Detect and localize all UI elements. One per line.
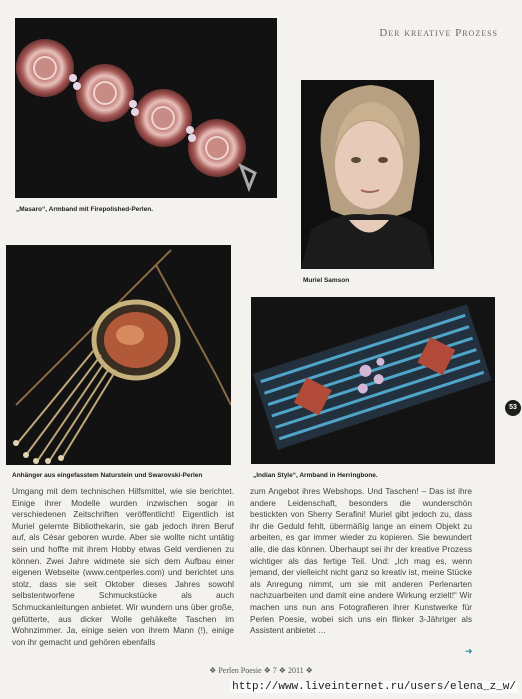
page-number-badge: 53 xyxy=(505,400,521,416)
indian-style-bracelet-photo xyxy=(251,297,495,464)
indian-style-caption: „Indian Style“, Armband in Herringbone. xyxy=(253,472,378,479)
pendant-photo xyxy=(6,245,231,465)
watermark-url: http://www.liveinternet.ru/users/elena_z_w/ xyxy=(232,681,516,693)
muriel-samson-portrait xyxy=(301,80,434,269)
section-header: Der kreative Prozess xyxy=(379,27,498,39)
continue-arrow-icon: ➜ xyxy=(465,646,473,656)
portrait-caption: Muriel Samson xyxy=(303,277,350,284)
body-text-column-2: zum Angebot ihres Webshops. Und Taschen! – Das ist ihre andere Leidenschaft, besonders die wunderschön bestickten von Sherry Serafini! Muriel gibt jedoch zu, dass ihr die Geduld fehlt, übermäßig lange an einem Objekt zu arbeiten, es gar immer wieder zu kopieren. Sie bewundert alle, die das können. Überhaupt sei ihr der kreative Prozess wichtiger als das fertige Teil. Und: „Ich mag es, wenn jemand, der vielleicht nicht ganz so kreativ ist, meine Stücke als Anregung nimmt, um sie mit anderen Perlenarten nachzuarbeiten und damit eine andere Wirkung erzielt!“ Wir machen uns nun ans Fotografieren ihrer Kunstwerke für Perlen Poesie, wobei sich uns ein flinker 3-Jähriger als Assistent anbietet … xyxy=(250,486,472,636)
masaro-bracelet-photo xyxy=(15,18,277,198)
masaro-caption: „Masaro“, Armband mit Firepolished-Perlen. xyxy=(16,206,154,213)
body-text-column-1: Umgang mit dem technischen Hilfsmittel, wie sie berichtet. Einige ihrer Modelle wurden inzwischen sogar in verschiedenen Zeitschriften veröffentlicht! Eigentlich ist Muriel gelernte Bibliothekarin, sie gab jedoch ihren Beruf auf, als César geboren wurde. Aber sie wollte nicht untätig sein und hoffte mit ihrem Hobby etwas Geld verdienen zu können. Zwei Jahre widmete sie sich dem Aufbau einer eigenen Webseite (www.centperles.com) und berichtet uns stolz, dass sie seit Oktober dieses Jahres sowohl selbstentworfene Schmuckstücke als auch Schmuckanleitungen anbietet. Wir wundern uns über große, gefütterte, aus dicker Wolle gehäkelte Taschen im Wohnzimmer. Ja, einige seien von ihrem Mann (!), einige von ihr gemacht und gehören ebenfalls xyxy=(12,486,234,647)
footer: ❖ Perlen Poesie ❖ 7 ❖ 2011 ❖ xyxy=(209,666,313,675)
pendant-caption: Anhänger aus eingefasstem Naturstein und Swarovski-Perlen xyxy=(12,472,203,479)
